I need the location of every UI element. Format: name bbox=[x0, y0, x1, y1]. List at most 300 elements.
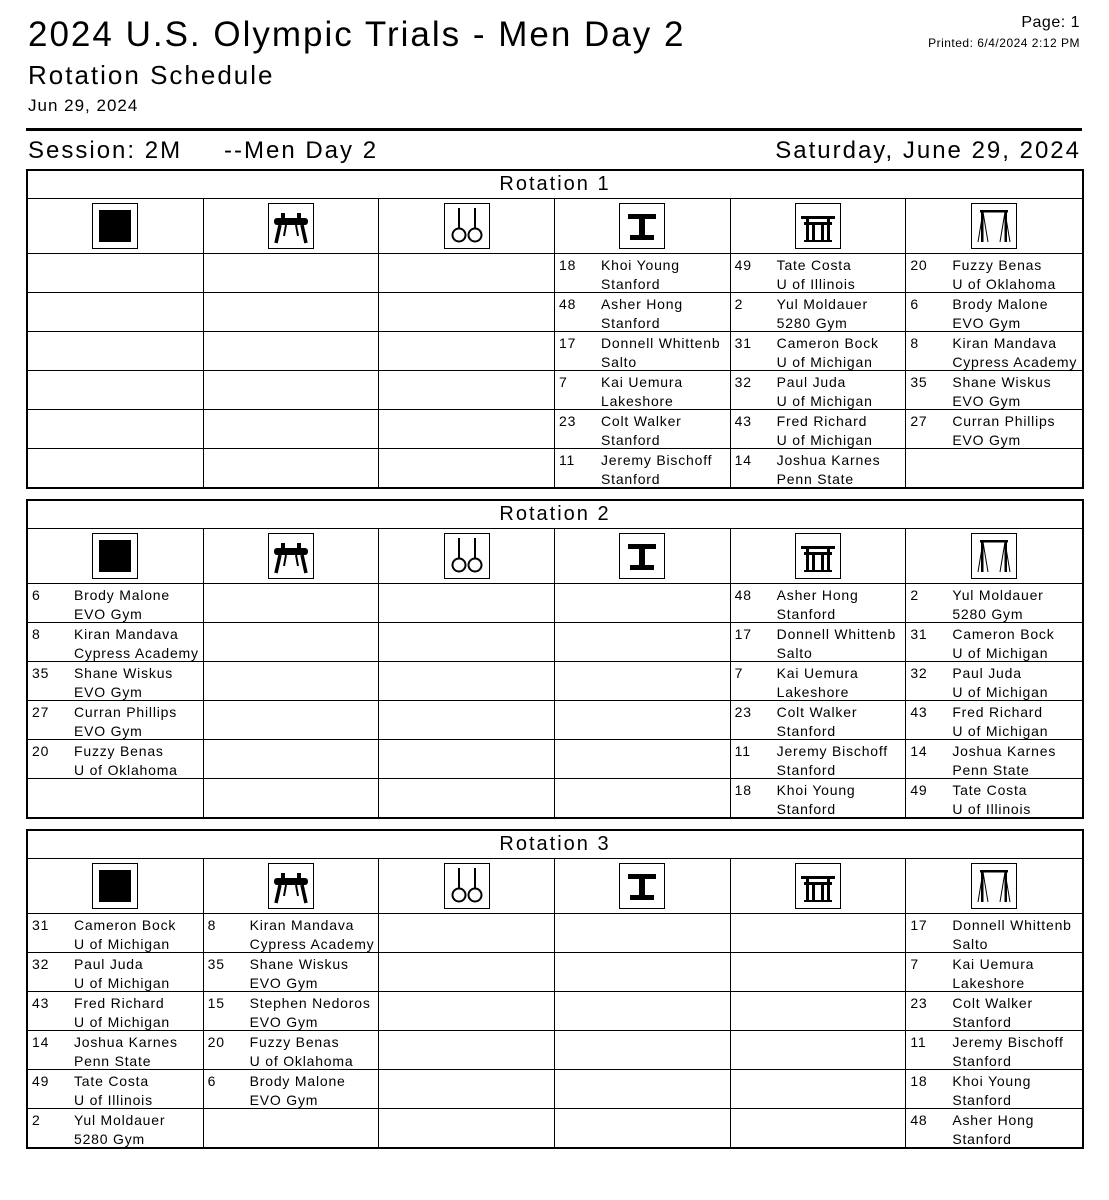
table-row bbox=[28, 952, 1082, 991]
athlete-number: 2 bbox=[32, 1112, 41, 1128]
rotation-title: Rotation 3 bbox=[28, 831, 1082, 859]
athlete-name: Jeremy Bischoff bbox=[952, 1034, 1064, 1050]
athlete-number: 31 bbox=[910, 626, 928, 642]
empty-cell bbox=[28, 254, 204, 292]
athlete-cell bbox=[28, 584, 204, 622]
pommel-horse-icon bbox=[268, 203, 314, 249]
athlete-name: Joshua Karnes bbox=[776, 452, 881, 468]
athlete-name: Yul Moldauer bbox=[74, 1112, 166, 1128]
athlete-number: 43 bbox=[734, 413, 752, 429]
athlete-club: U of Michigan bbox=[74, 1014, 170, 1030]
athlete-cell bbox=[906, 409, 1082, 448]
athlete-name: Kiran Mandava bbox=[74, 626, 179, 642]
athlete-name: Curran Phillips bbox=[952, 413, 1056, 429]
athlete-cell bbox=[731, 448, 907, 487]
athlete-name: Cameron Bock bbox=[952, 626, 1055, 642]
parallel-bars-icon bbox=[795, 863, 841, 909]
athlete-name: Donnell Whittenb bbox=[601, 335, 721, 351]
athlete-club: U of Michigan bbox=[776, 354, 873, 370]
empty-cell bbox=[204, 409, 380, 448]
athlete-club: 5280 Gym bbox=[74, 1131, 145, 1147]
table-row bbox=[28, 292, 1082, 331]
event-header-cell bbox=[555, 859, 731, 914]
empty-cell bbox=[379, 331, 555, 370]
athlete-name: Brody Malone bbox=[952, 296, 1049, 312]
athlete-name: Fred Richard bbox=[776, 413, 868, 429]
event-icon-row bbox=[28, 199, 1082, 254]
athlete-number: 18 bbox=[559, 257, 577, 273]
athlete-name: Stephen Nedoros bbox=[249, 995, 371, 1011]
athlete-club: U of Illinois bbox=[952, 801, 1032, 817]
athlete-cell bbox=[731, 254, 907, 292]
athlete-number: 35 bbox=[207, 956, 225, 972]
athlete-number: 17 bbox=[910, 917, 928, 933]
event-header-cell bbox=[379, 199, 555, 254]
athlete-number: 48 bbox=[910, 1112, 928, 1128]
athlete-cell bbox=[204, 1030, 380, 1069]
empty-cell bbox=[28, 409, 204, 448]
table-row bbox=[28, 584, 1082, 622]
athlete-cell bbox=[204, 914, 380, 952]
athlete-number: 14 bbox=[910, 743, 928, 759]
empty-cell bbox=[379, 584, 555, 622]
empty-cell bbox=[204, 739, 380, 778]
athlete-cell bbox=[906, 700, 1082, 739]
athlete-name: Cameron Bock bbox=[74, 917, 177, 933]
athlete-club: EVO Gym bbox=[249, 1014, 319, 1030]
empty-cell bbox=[204, 448, 380, 487]
header-divider bbox=[26, 128, 1082, 131]
document-date: Jun 29, 2024 bbox=[28, 96, 139, 115]
athlete-name: Colt Walker bbox=[601, 413, 682, 429]
athlete-cell bbox=[731, 778, 907, 817]
athlete-number: 43 bbox=[32, 995, 50, 1011]
vault-icon bbox=[619, 203, 665, 249]
event-header-cell bbox=[555, 199, 731, 254]
athlete-name: Kiran Mandava bbox=[249, 917, 355, 933]
athlete-cell bbox=[906, 1108, 1082, 1147]
athlete-number: 49 bbox=[734, 257, 752, 273]
athlete-number: 32 bbox=[910, 665, 928, 681]
athlete-club: Penn State bbox=[776, 471, 854, 487]
athlete-club: U of Michigan bbox=[74, 936, 170, 952]
empty-cell bbox=[379, 1069, 555, 1108]
empty-cell bbox=[204, 700, 380, 739]
empty-cell bbox=[379, 254, 555, 292]
athlete-club: EVO Gym bbox=[74, 606, 143, 622]
athlete-number: 31 bbox=[32, 917, 50, 933]
athlete-name: Asher Hong bbox=[776, 587, 859, 603]
athlete-number: 8 bbox=[910, 335, 919, 351]
table-row bbox=[28, 1069, 1082, 1108]
athlete-name: Colt Walker bbox=[776, 704, 858, 720]
table-row bbox=[28, 661, 1082, 700]
empty-cell bbox=[204, 1108, 380, 1147]
athlete-club: U of Illinois bbox=[74, 1092, 153, 1108]
athlete-name: Tate Costa bbox=[952, 782, 1028, 798]
athlete-club: Cypress Academy bbox=[74, 645, 199, 661]
empty-cell bbox=[731, 1108, 907, 1147]
athlete-club: U of Michigan bbox=[74, 975, 170, 991]
athlete-number: 14 bbox=[32, 1034, 50, 1050]
athlete-name: Kai Uemura bbox=[776, 665, 859, 681]
athlete-club: Salto bbox=[952, 936, 989, 952]
athlete-cell bbox=[555, 448, 731, 487]
athlete-club: Stanford bbox=[776, 606, 836, 622]
empty-cell bbox=[555, 952, 731, 991]
event-header-cell bbox=[555, 529, 731, 584]
athlete-cell bbox=[906, 1069, 1082, 1108]
athlete-name: Jeremy Bischoff bbox=[776, 743, 888, 759]
athlete-club: EVO Gym bbox=[249, 975, 319, 991]
empty-cell bbox=[731, 1030, 907, 1069]
athlete-cell bbox=[28, 914, 204, 952]
athlete-name: Brody Malone bbox=[249, 1073, 346, 1089]
athlete-club: EVO Gym bbox=[249, 1092, 319, 1108]
table-row bbox=[28, 370, 1082, 409]
athlete-club: Salto bbox=[776, 645, 813, 661]
athlete-name: Khoi Young bbox=[952, 1073, 1032, 1089]
athlete-number: 23 bbox=[559, 413, 577, 429]
table-row bbox=[28, 622, 1082, 661]
empty-cell bbox=[379, 370, 555, 409]
athlete-cell bbox=[906, 622, 1082, 661]
athlete-number: 6 bbox=[910, 296, 919, 312]
empty-cell bbox=[379, 661, 555, 700]
athlete-number: 48 bbox=[734, 587, 752, 603]
athlete-number: 7 bbox=[910, 956, 919, 972]
athlete-number: 2 bbox=[910, 587, 919, 603]
athlete-name: Kiran Mandava bbox=[952, 335, 1057, 351]
empty-cell bbox=[204, 622, 380, 661]
athlete-number: 27 bbox=[910, 413, 928, 429]
empty-cell bbox=[555, 739, 731, 778]
empty-cell bbox=[555, 700, 731, 739]
event-header-cell bbox=[204, 859, 380, 914]
athlete-number: 27 bbox=[32, 704, 50, 720]
athlete-name: Yul Moldauer bbox=[952, 587, 1044, 603]
empty-cell bbox=[379, 952, 555, 991]
athlete-club: U of Oklahoma bbox=[74, 762, 178, 778]
athlete-number: 20 bbox=[32, 743, 50, 759]
document-subtitle: Rotation Schedule bbox=[28, 60, 275, 90]
empty-cell bbox=[28, 292, 204, 331]
athlete-cell bbox=[906, 1030, 1082, 1069]
document-title: 2024 U.S. Olympic Trials - Men Day 2 bbox=[28, 15, 686, 54]
empty-cell bbox=[379, 991, 555, 1030]
empty-cell bbox=[379, 1108, 555, 1147]
athlete-club: Stanford bbox=[601, 276, 661, 292]
athlete-cell bbox=[28, 952, 204, 991]
athlete-name: Asher Hong bbox=[952, 1112, 1035, 1128]
empty-cell bbox=[379, 448, 555, 487]
athlete-cell bbox=[28, 1030, 204, 1069]
athlete-club: U of Oklahoma bbox=[249, 1053, 354, 1069]
empty-cell bbox=[379, 1030, 555, 1069]
athlete-name: Fuzzy Benas bbox=[74, 743, 164, 759]
athlete-club: Stanford bbox=[952, 1092, 1012, 1108]
parallel-bars-icon bbox=[795, 533, 841, 579]
empty-cell bbox=[731, 952, 907, 991]
athlete-number: 23 bbox=[734, 704, 752, 720]
horizontal-bar-icon bbox=[971, 203, 1017, 249]
athlete-name: Shane Wiskus bbox=[74, 665, 174, 681]
athlete-number: 20 bbox=[207, 1034, 225, 1050]
athlete-cell bbox=[906, 292, 1082, 331]
athlete-number: 31 bbox=[734, 335, 752, 351]
event-header-cell bbox=[731, 529, 907, 584]
rotation-2-table bbox=[26, 499, 1084, 819]
athlete-cell bbox=[28, 700, 204, 739]
athlete-number: 2 bbox=[734, 296, 744, 312]
athlete-club: Stanford bbox=[952, 1053, 1012, 1069]
athlete-club: Lakeshore bbox=[952, 975, 1025, 991]
athlete-name: Donnell Whittenb bbox=[776, 626, 897, 642]
event-header-cell bbox=[28, 199, 204, 254]
athlete-club: U of Michigan bbox=[952, 645, 1049, 661]
athlete-cell bbox=[906, 661, 1082, 700]
athlete-number: 18 bbox=[734, 782, 752, 798]
table-row bbox=[28, 254, 1082, 292]
table-row bbox=[28, 778, 1082, 817]
athlete-cell bbox=[555, 370, 731, 409]
athlete-club: U of Michigan bbox=[952, 723, 1049, 739]
empty-cell bbox=[731, 914, 907, 952]
empty-cell bbox=[379, 622, 555, 661]
event-header-cell bbox=[731, 199, 907, 254]
athlete-number: 43 bbox=[910, 704, 928, 720]
athlete-number: 6 bbox=[32, 587, 41, 603]
rotation-title: Rotation 1 bbox=[28, 171, 1082, 199]
empty-cell bbox=[555, 914, 731, 952]
athlete-cell bbox=[204, 1069, 380, 1108]
athlete-cell bbox=[204, 991, 380, 1030]
athlete-cell bbox=[204, 952, 380, 991]
empty-cell bbox=[906, 448, 1082, 487]
athlete-cell bbox=[906, 584, 1082, 622]
table-row bbox=[28, 739, 1082, 778]
athlete-number: 8 bbox=[32, 626, 41, 642]
athlete-cell bbox=[731, 331, 907, 370]
athlete-club: 5280 Gym bbox=[952, 606, 1024, 622]
athlete-club: U of Oklahoma bbox=[952, 276, 1057, 292]
empty-cell bbox=[204, 778, 380, 817]
athlete-cell bbox=[555, 254, 731, 292]
empty-cell bbox=[379, 778, 555, 817]
printed-timestamp: Printed: 6/4/2024 2:12 PM bbox=[928, 36, 1080, 50]
athlete-club: Stanford bbox=[776, 762, 836, 778]
event-header-cell bbox=[379, 859, 555, 914]
athlete-club: EVO Gym bbox=[952, 393, 1021, 409]
athlete-number: 35 bbox=[32, 665, 50, 681]
athlete-cell bbox=[906, 778, 1082, 817]
table-row bbox=[28, 1030, 1082, 1069]
event-header-cell bbox=[204, 529, 380, 584]
athlete-number: 7 bbox=[734, 665, 744, 681]
athlete-cell bbox=[731, 409, 907, 448]
athlete-club: 5280 Gym bbox=[776, 315, 848, 331]
athlete-club: Stanford bbox=[601, 471, 661, 487]
athlete-name: Khoi Young bbox=[601, 257, 680, 273]
empty-cell bbox=[204, 331, 380, 370]
empty-cell bbox=[555, 1069, 731, 1108]
rotation-rows bbox=[28, 584, 1082, 817]
parallel-bars-icon bbox=[795, 203, 841, 249]
pommel-horse-icon bbox=[268, 863, 314, 909]
athlete-number: 8 bbox=[207, 917, 217, 933]
event-header-cell bbox=[379, 529, 555, 584]
athlete-club: Stanford bbox=[776, 801, 836, 817]
athlete-cell bbox=[906, 914, 1082, 952]
floor-exercise-icon bbox=[92, 863, 138, 909]
event-header-cell bbox=[906, 529, 1082, 584]
empty-cell bbox=[379, 739, 555, 778]
vault-icon bbox=[619, 863, 665, 909]
athlete-cell bbox=[731, 292, 907, 331]
empty-cell bbox=[204, 254, 380, 292]
empty-cell bbox=[28, 778, 204, 817]
table-row bbox=[28, 1108, 1082, 1147]
athlete-number: 18 bbox=[910, 1073, 928, 1089]
athlete-name: Yul Moldauer bbox=[776, 296, 868, 312]
athlete-cell bbox=[731, 622, 907, 661]
athlete-cell bbox=[731, 661, 907, 700]
athlete-name: Shane Wiskus bbox=[249, 956, 349, 972]
athlete-number: 15 bbox=[207, 995, 225, 1011]
empty-cell bbox=[379, 914, 555, 952]
empty-cell bbox=[379, 292, 555, 331]
horizontal-bar-icon bbox=[971, 533, 1017, 579]
page-number: Page: 1 bbox=[1021, 14, 1080, 31]
athlete-cell bbox=[28, 739, 204, 778]
athlete-cell bbox=[731, 700, 907, 739]
event-header-cell bbox=[906, 859, 1082, 914]
still-rings-icon bbox=[444, 863, 490, 909]
athlete-cell bbox=[555, 409, 731, 448]
athlete-name: Joshua Karnes bbox=[952, 743, 1057, 759]
athlete-cell bbox=[906, 952, 1082, 991]
athlete-cell bbox=[555, 292, 731, 331]
athlete-number: 17 bbox=[559, 335, 577, 351]
rotation-1-table bbox=[26, 169, 1084, 489]
athlete-name: Colt Walker bbox=[952, 995, 1033, 1011]
athlete-name: Curran Phillips bbox=[74, 704, 178, 720]
athlete-cell bbox=[731, 739, 907, 778]
athlete-number: 32 bbox=[32, 956, 50, 972]
athlete-name: Fred Richard bbox=[74, 995, 165, 1011]
athlete-number: 17 bbox=[734, 626, 752, 642]
athlete-club: U of Michigan bbox=[776, 432, 873, 448]
athlete-name: Asher Hong bbox=[601, 296, 683, 312]
athlete-club: Stanford bbox=[952, 1014, 1012, 1030]
athlete-cell bbox=[731, 584, 907, 622]
pommel-horse-icon bbox=[268, 533, 314, 579]
athlete-cell bbox=[906, 254, 1082, 292]
athlete-cell bbox=[28, 622, 204, 661]
empty-cell bbox=[555, 584, 731, 622]
athlete-cell bbox=[906, 991, 1082, 1030]
athlete-club: Salto bbox=[601, 354, 637, 370]
athlete-club: Lakeshore bbox=[601, 393, 674, 409]
athlete-name: Jeremy Bischoff bbox=[601, 452, 713, 468]
empty-cell bbox=[204, 370, 380, 409]
rotation-rows bbox=[28, 914, 1082, 1147]
athlete-number: 32 bbox=[734, 374, 752, 390]
athlete-name: Fuzzy Benas bbox=[249, 1034, 340, 1050]
table-row bbox=[28, 700, 1082, 739]
event-header-cell bbox=[204, 199, 380, 254]
empty-cell bbox=[379, 409, 555, 448]
still-rings-icon bbox=[444, 203, 490, 249]
athlete-number: 11 bbox=[734, 743, 751, 759]
table-row bbox=[28, 409, 1082, 448]
empty-cell bbox=[555, 1108, 731, 1147]
event-icon-row bbox=[28, 529, 1082, 584]
athlete-cell bbox=[28, 1069, 204, 1108]
rotation-title: Rotation 2 bbox=[28, 501, 1082, 529]
session-label: Session: 2M bbox=[28, 137, 183, 164]
vault-icon bbox=[619, 533, 665, 579]
athlete-name: Khoi Young bbox=[776, 782, 856, 798]
rotation-3-table bbox=[26, 829, 1084, 1149]
athlete-club: Stanford bbox=[601, 315, 661, 331]
athlete-club: Penn State bbox=[74, 1053, 152, 1069]
athlete-club: U of Michigan bbox=[952, 684, 1049, 700]
athlete-number: 11 bbox=[559, 452, 576, 468]
event-icon-row bbox=[28, 859, 1082, 914]
athlete-club: EVO Gym bbox=[74, 723, 143, 739]
athlete-number: 14 bbox=[734, 452, 752, 468]
session-date: Saturday, June 29, 2024 bbox=[775, 137, 1081, 164]
empty-cell bbox=[204, 292, 380, 331]
rotation-rows bbox=[28, 254, 1082, 487]
athlete-club: EVO Gym bbox=[952, 432, 1021, 448]
empty-cell bbox=[731, 991, 907, 1030]
athlete-cell bbox=[555, 331, 731, 370]
athlete-name: Cameron Bock bbox=[776, 335, 879, 351]
event-header-cell bbox=[906, 199, 1082, 254]
table-row bbox=[28, 991, 1082, 1030]
empty-cell bbox=[555, 661, 731, 700]
athlete-name: Kai Uemura bbox=[601, 374, 683, 390]
athlete-club: EVO Gym bbox=[74, 684, 143, 700]
floor-exercise-icon bbox=[92, 203, 138, 249]
athlete-club: EVO Gym bbox=[952, 315, 1021, 331]
empty-cell bbox=[555, 622, 731, 661]
athlete-number: 49 bbox=[32, 1073, 50, 1089]
athlete-name: Fred Richard bbox=[952, 704, 1043, 720]
athlete-name: Paul Juda bbox=[776, 374, 847, 390]
empty-cell bbox=[555, 778, 731, 817]
empty-cell bbox=[555, 991, 731, 1030]
athlete-cell bbox=[906, 370, 1082, 409]
athlete-club: Stanford bbox=[952, 1131, 1012, 1147]
athlete-club: Stanford bbox=[776, 723, 836, 739]
athlete-cell bbox=[28, 661, 204, 700]
empty-cell bbox=[731, 1069, 907, 1108]
athlete-name: Donnell Whittenb bbox=[952, 917, 1072, 933]
empty-cell bbox=[28, 370, 204, 409]
athlete-cell bbox=[28, 1108, 204, 1147]
athlete-name: Shane Wiskus bbox=[952, 374, 1052, 390]
athlete-number: 23 bbox=[910, 995, 928, 1011]
athlete-cell bbox=[28, 991, 204, 1030]
athlete-number: 11 bbox=[910, 1034, 927, 1050]
athlete-cell bbox=[906, 739, 1082, 778]
athlete-club: Cypress Academy bbox=[952, 354, 1078, 370]
athlete-number: 49 bbox=[910, 782, 928, 798]
athlete-name: Paul Juda bbox=[74, 956, 144, 972]
